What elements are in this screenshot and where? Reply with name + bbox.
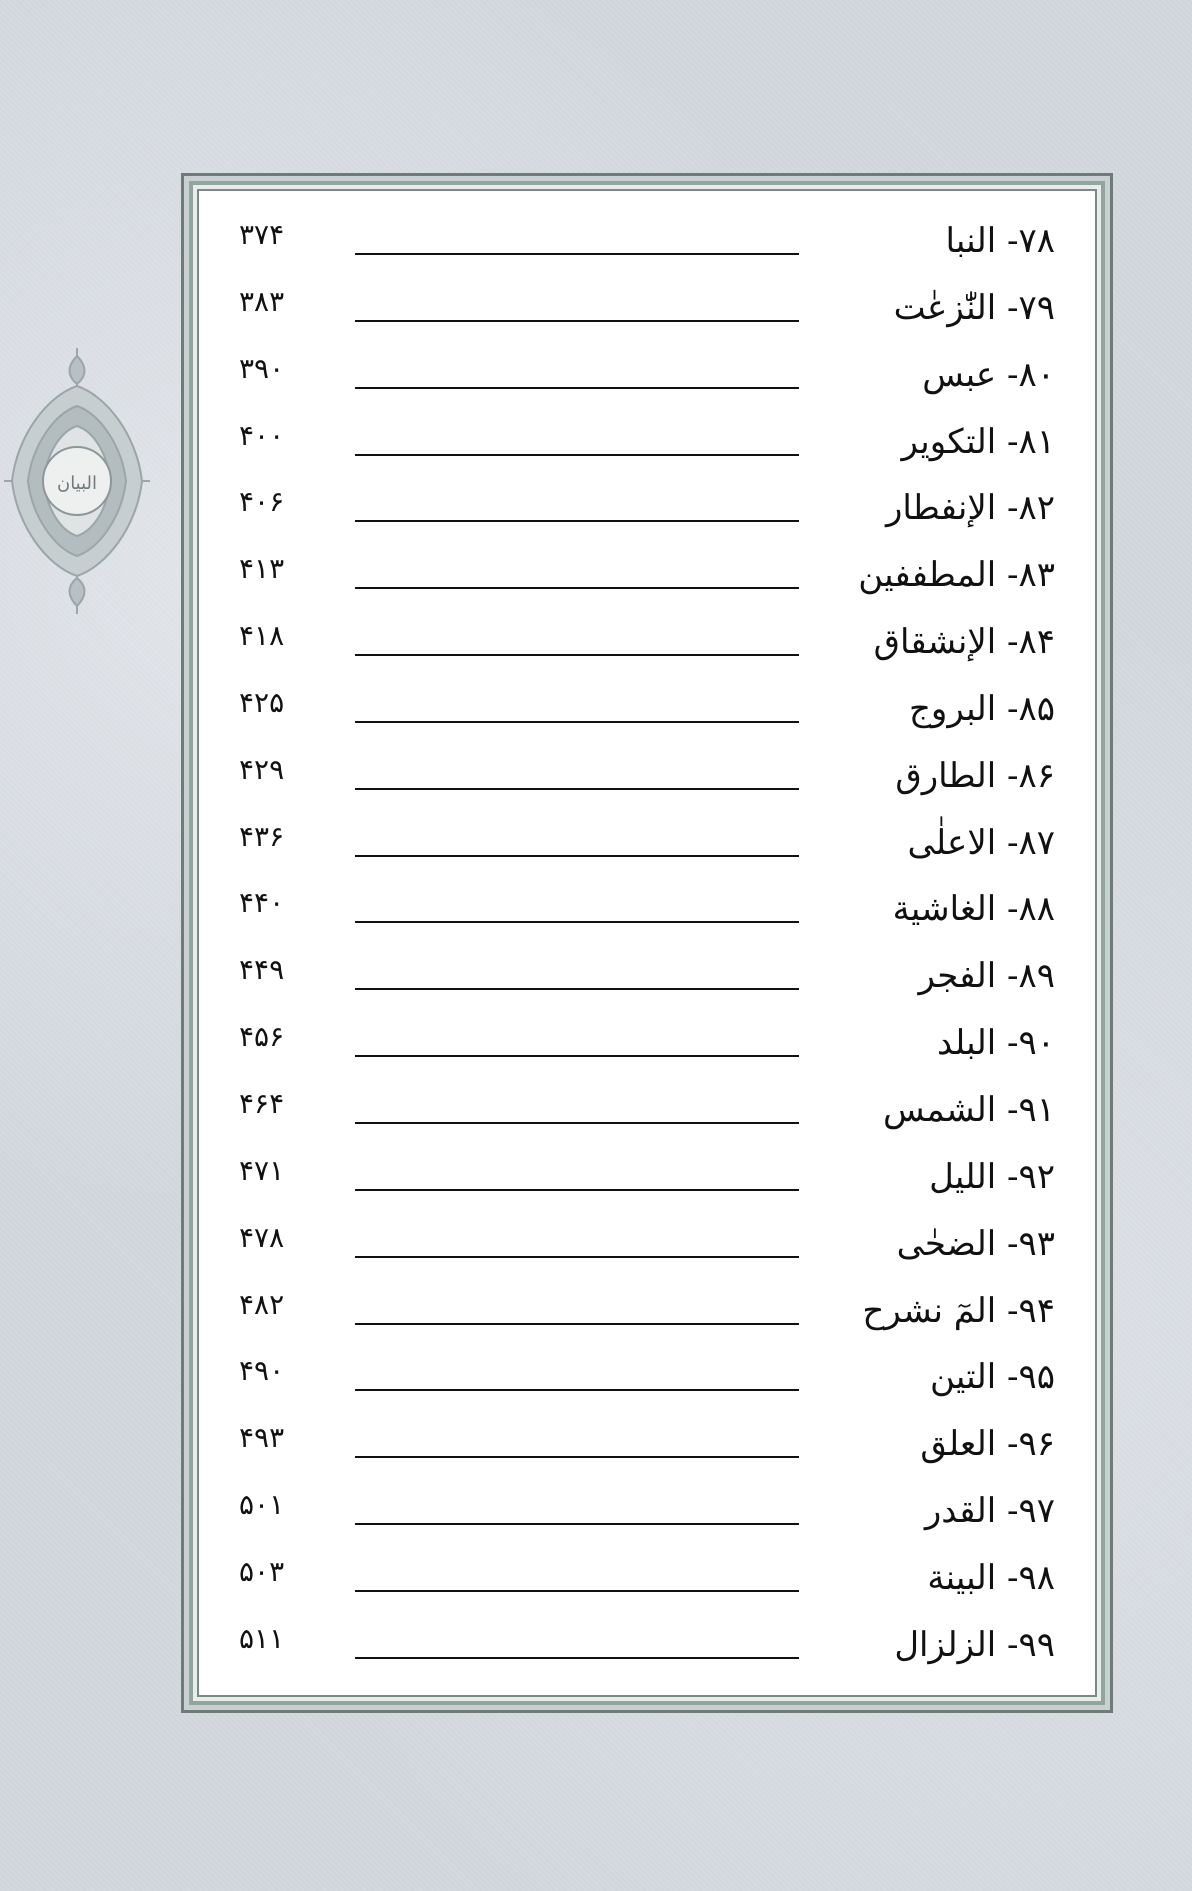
toc-entry (239, 881, 1055, 937)
toc-leader-line (355, 988, 799, 990)
toc-entry-title: ۸۳- المطففین (858, 555, 1055, 596)
toc-page-number: ۵۱۱ (239, 1621, 285, 1655)
toc-entry-title: ۸۹- الفجر (918, 956, 1055, 997)
toc-entry-title: ۸۲- الإنفطار (886, 488, 1055, 529)
toc-entry-title: ۸۶- الطارق (895, 755, 1055, 796)
toc-entry (239, 414, 1055, 470)
toc-entry (239, 547, 1055, 603)
toc-entry (239, 1617, 1055, 1673)
toc-leader-line (355, 1590, 799, 1592)
toc-page-number: ۴۱۳ (239, 552, 285, 586)
toc-entry-title: ۸۷- الاعلٰی (907, 822, 1055, 863)
toc-leader-line (355, 721, 799, 723)
toc-entry-title: ۹۵- التین (929, 1357, 1055, 1398)
toc-entry-title: ۹۶- العلق (920, 1424, 1055, 1465)
toc-page-number: ۴۲۵ (239, 685, 285, 719)
toc-page-number: ۴۰۶ (239, 485, 285, 519)
toc-entry (239, 1216, 1055, 1272)
toc-entry (239, 815, 1055, 871)
toc-page-number: ۴۴۹ (239, 953, 285, 987)
toc-entry (239, 748, 1055, 804)
toc-entry (239, 1082, 1055, 1138)
toc-page-number: ۴۷۸ (239, 1220, 285, 1254)
toc-page-number: ۳۷۴ (239, 218, 285, 251)
toc-entry-title: ۸۴- الإنشقاق (873, 622, 1055, 663)
toc-entry-title: ۸۰- عبس (922, 354, 1055, 395)
toc-entry (239, 1416, 1055, 1472)
toc-page-number: ۴۹۳ (239, 1421, 285, 1455)
toc-leader-line (355, 454, 799, 456)
toc-page-number: ۳۸۳ (239, 284, 285, 318)
toc-leader-line (355, 654, 799, 656)
toc-leader-line (355, 587, 799, 589)
toc-page-number: ۴۵۶ (239, 1020, 285, 1054)
toc-entry (239, 1483, 1055, 1539)
toc-page-number: ۵۰۱ (239, 1488, 285, 1522)
toc-leader-line (355, 1456, 799, 1458)
toc-leader-line (355, 1256, 799, 1258)
toc-entry-title: ۹۷- القدر (924, 1491, 1055, 1532)
toc-entry (239, 1349, 1055, 1405)
ornament-text: البيان (56, 473, 98, 494)
toc-leader-line (355, 253, 799, 255)
toc-entry-title: ۹۴- المٓ نشرح (862, 1290, 1055, 1331)
toc-entry (239, 1283, 1055, 1339)
toc-entry-title: ۹۰- البلد (937, 1023, 1055, 1064)
toc-entry-title: ۸۵- البروج (908, 688, 1055, 729)
toc-entry (239, 1149, 1055, 1205)
toc-leader-line (355, 520, 799, 522)
toc-leader-line (355, 1055, 799, 1057)
ornamental-medallion-icon (2, 346, 152, 616)
toc-page-number: ۴۹۰ (239, 1354, 285, 1388)
toc-entry (239, 681, 1055, 737)
toc-entry (239, 1015, 1055, 1071)
toc-entry-title: ۹۱- الشمس (883, 1089, 1055, 1130)
toc-leader-line (355, 921, 799, 923)
toc-leader-line (355, 387, 799, 389)
toc-entry-title: ۹۳- الضحٰی (896, 1223, 1055, 1264)
toc-page-number: ۴۷۱ (239, 1153, 285, 1187)
toc-page-number: ۴۴۰ (239, 886, 285, 920)
toc-page-number: ۴۸۲ (239, 1287, 285, 1321)
toc-entry-title: ۷۸- النبا (945, 221, 1055, 261)
toc-leader-line (355, 1323, 799, 1325)
toc-leader-line (355, 1523, 799, 1525)
toc-entry (239, 280, 1055, 336)
toc-page-number: ۳۹۰ (239, 351, 285, 385)
table-of-contents (239, 213, 1055, 1673)
toc-entry (239, 614, 1055, 670)
toc-leader-line (355, 1189, 799, 1191)
toc-page-number: ۵۰۳ (239, 1554, 285, 1588)
toc-entry (239, 480, 1055, 536)
toc-entry (239, 213, 1055, 269)
toc-entry (239, 1550, 1055, 1606)
toc-entry (239, 948, 1055, 1004)
toc-leader-line (355, 1389, 799, 1391)
toc-entry-title: ۹۸- البینة (927, 1557, 1055, 1598)
toc-leader-line (355, 788, 799, 790)
toc-panel (197, 189, 1097, 1697)
toc-page-number: ۴۳۶ (239, 819, 285, 853)
toc-entry-title: ۸۱- التکویر (901, 421, 1055, 462)
toc-leader-line (355, 855, 799, 857)
toc-page-number: ۴۲۹ (239, 752, 285, 786)
toc-page-number: ۴۰۰ (239, 418, 285, 452)
toc-entry-title: ۹۹- الزلزال (894, 1624, 1055, 1665)
toc-leader-line (355, 1657, 799, 1659)
toc-leader-line (355, 1122, 799, 1124)
toc-page-number: ۴۱۸ (239, 619, 285, 653)
page-border-outer (181, 173, 1113, 1713)
toc-entry-title: ۹۲- اللیل (929, 1156, 1055, 1197)
toc-leader-line (355, 320, 799, 322)
toc-entry (239, 347, 1055, 403)
page-border-green (189, 181, 1105, 1705)
toc-page-number: ۴۶۴ (239, 1086, 285, 1120)
toc-entry-title: ۸۸- الغاشیة (892, 889, 1055, 930)
toc-entry-title: ۷۹- النّٰزعٰت (893, 287, 1055, 328)
